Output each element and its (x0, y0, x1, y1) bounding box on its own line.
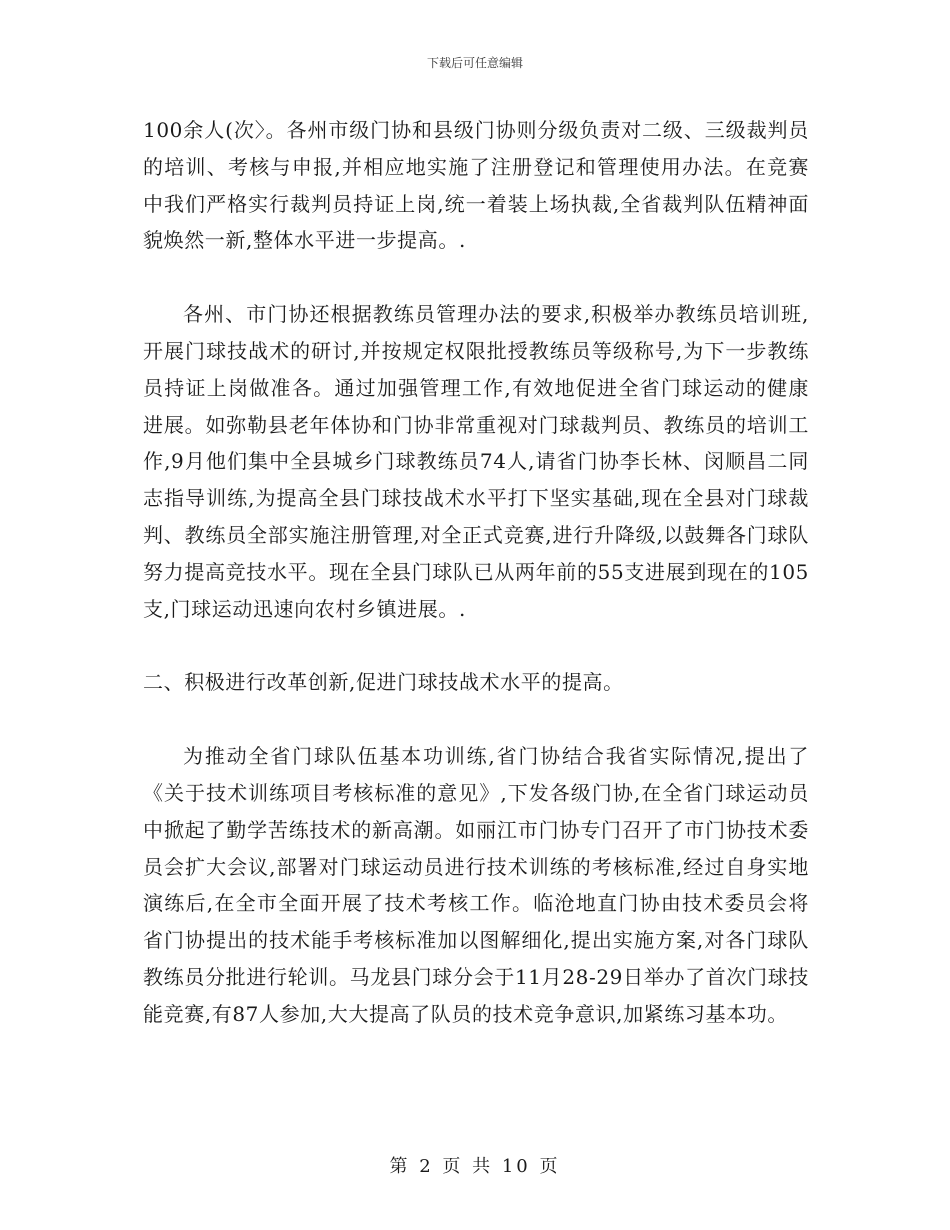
document-body (143, 112, 809, 1033)
header-note: 下载后可任意编辑 (426, 56, 523, 70)
paragraph-3: 为推动全省门球队伍基本功训练,省门协结合我省实际情况,提出了《关于技术训练项目考核标准的意见》,下发各级门协,在全省门球运动员中掀起了勤学苦练技术的新高潮。如丽江市门协专门召开了市门协技术委员会扩大会议,部署对门球运动员进行技术训练的考核标准,经过自身实地演练后,在全市全面开展了技术考核工作。临沧地直门协由技术委员会将省门协提出的技术能手考核标准加以图解细化,提出实施方案,对各门球队教练员分批进行轮训。马龙县门球分会于11月28-29日举办了首次门球技能竞赛,有87人参加,大大提高了队员的技术竞争意识,加紧练习基本功。 (143, 744, 809, 1026)
paragraph-1: 100余人(次〉。各州市级门协和县级门协则分级负责对二级、三级裁判员的培训、考核与申报,并相应地实施了注册登记和管理使用办法。在竞赛中我们严格实行裁判员持证上岗,统一着装上场执裁,全省裁判队伍精神面貌焕然一新,整体水平进一步提高。. (143, 118, 809, 253)
section-heading-2: 二、积极进行改革创新,促进门球技战术水平的提高。 (143, 670, 624, 695)
page-number: 第 2 页 共 10 页 (389, 1156, 561, 1177)
paragraph-2: 各州、市门协还根据教练员管理办法的要求,积极举办教练员培训班,开展门球技战术的研讨,并按规定权限批授教练员等级称号,为下一步教练员持证上岗做准各。通过加强管理工作,有效地促进全省门球运动的健康进展。如弥勒县老年体协和门协非常重视对门球裁判员、教练员的培训工作,9月他们集中全县城乡门球教练员74人,请省门协李长林、闵顺昌二同志指导训练,为提高全县门球技战术水平打下坚实基础,现在全县对门球裁判、教练员全部实施注册管理,对全正式竞赛,进行升降级,以鼓舞各门球队努力提高竞技水平。现在全县门球队已从两年前的55支进展到现在的105支,门球运动迅速向农村乡镇进展。. (143, 302, 809, 621)
